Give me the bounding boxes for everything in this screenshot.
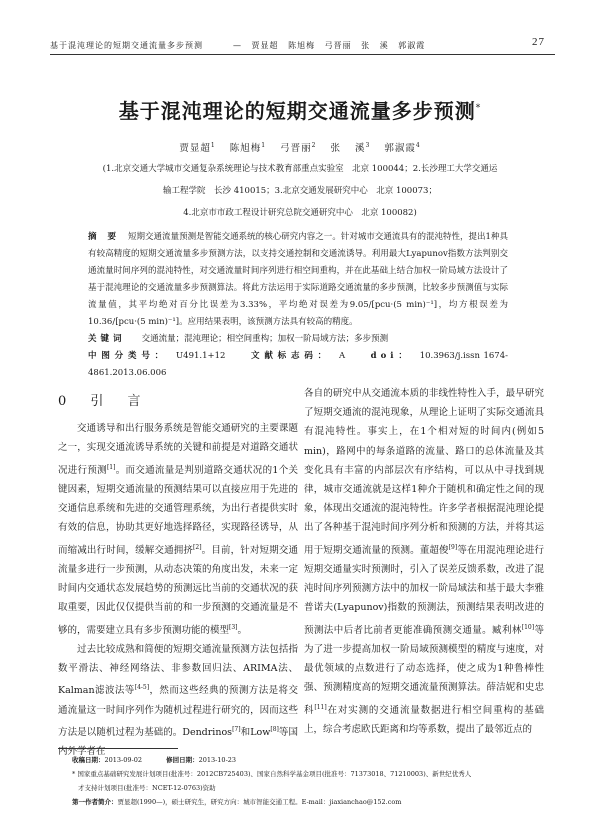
paragraph-text: 过去比较成熟和简便的短期交通流量预测方法包括指数平滑法、神经网络法、非参数回归法、ARIMA法、Kalman滤波法等 xyxy=(58,643,298,697)
abstract-text: 短期交通流量预测是智能交通系统的核心研究内容之一。针对城市交通流具有的混沌特性，提出1种具有较高精度的短期交通流量多步预测方法，以支持交通控制和交通流诱导。利用最大Lyapunov指数方法判别交通流量时间序列的混沌特性，对交通流量时间序列进行相空间重构，并在此基础上结合加权一阶局域方法设计了基于混沌理论的交通流量多步预测算法。将此方法运用于实际道路交通流量的多步预测，比较多步预测值与实际流量值，其平均绝对百分比误差为3.33%，平均绝对误差为9.05/[pcu·(5 min)⁻¹]，均方根误差为10.36/[pcu·(5 min)⁻¹]。应用结果表明，该预测方法具有较高的精度。 xyxy=(88,232,508,327)
title-footnote-mark: * xyxy=(475,103,482,114)
keywords xyxy=(88,331,508,348)
footnotes xyxy=(72,753,532,809)
abstract-block xyxy=(88,229,508,382)
author-name: 贾显超 xyxy=(179,143,211,154)
affiliation-line: 4.北京市市政工程设计研究总院交通研究中心 北京 100082) xyxy=(183,208,417,218)
author-affiliation-mark: 2 xyxy=(311,141,317,149)
body-column-left xyxy=(58,380,298,761)
author-affiliation-mark: 1 xyxy=(210,141,216,149)
body-paragraph xyxy=(304,384,544,739)
author xyxy=(280,143,316,154)
author-name: 陈旭梅 xyxy=(229,143,262,154)
body-column-right xyxy=(304,384,544,739)
body-paragraph xyxy=(58,419,298,640)
author-name: 张 溪 xyxy=(330,143,366,154)
paper-title-text: 基于混沌理论的短期交通流量多步预测 xyxy=(118,99,476,123)
citation-ref[interactable]: [2] xyxy=(193,543,202,551)
abstract-label: 摘 要 xyxy=(88,232,120,242)
keywords-label: 关键词 xyxy=(88,334,126,344)
received-date: 2013-09-02 xyxy=(104,756,142,764)
paragraph-text: 等国内外学者在 xyxy=(58,727,298,758)
keywords-text: 交通流量；混沌理论；相空间重构；加权一阶局域方法；多步预测 xyxy=(141,334,389,344)
author-list xyxy=(0,140,600,154)
doi-value[interactable]: 10.3963/j.issn 1674-4861.2013.06.006 xyxy=(88,351,508,378)
author-affiliation-mark: 3 xyxy=(365,141,371,149)
paragraph-text: 和Low xyxy=(240,727,271,739)
affiliation-line: (1.北京交通大学城市交通复杂系统理论与技术教育部重点实验室 北京 100044；2.长沙理工大学交通运 xyxy=(102,164,498,174)
citation-ref[interactable]: [11] xyxy=(314,703,327,711)
body-paragraph xyxy=(58,640,298,762)
paragraph-text: 各自的研究中从交通流本质的非线性特性入手，最早研究了短期交通流的混沌现象，从理论上证明了实际交通流具有混沌特性。事实上，在1个相对短的时间内(例如5 min)，路网中的每条道路的流量、路口的总体流量及其变化具有丰富的内部层次有序结构，可以从中寻找到规律，城市交通流就是这样1种介于随机和确定性之间的现象，体现出交通流的混沌特性。许多学者根据混沌理论提出了各种基于混沌时间序列分析和预测的方法，并将其运用于短期交通流量的预测。董超俊 xyxy=(304,388,544,556)
doi-label: doi： xyxy=(370,351,412,361)
page-number: 27 xyxy=(532,36,545,48)
paragraph-text: 。目前，针对短期交通流量多进行一步预测，从动态决策的角度出发，未来一定时间内交通状态发展趋势的预测远比当前的交通状况的获取重要，因此仅仅提供当前的和一步预测的交通流量是不够的，需要建立具有多步预测功能的模型 xyxy=(58,544,298,636)
citation-ref[interactable]: [1] xyxy=(106,463,116,471)
running-head xyxy=(50,36,555,55)
author xyxy=(330,143,370,154)
doc-code-label: 文献标志码： xyxy=(250,351,331,361)
paragraph-text: 交通诱导和出行服务系统是智能交通研究的主要课题之一，实现交通流诱导系统的关键和前提是对道路交通状况进行预测 xyxy=(58,423,298,476)
classification-line xyxy=(88,348,508,382)
citation-ref[interactable]: [3] xyxy=(229,623,238,631)
citation-ref[interactable]: [8] xyxy=(270,725,279,733)
author-bio xyxy=(72,795,532,809)
author xyxy=(179,143,215,154)
affiliation-line: 输工程学院 长沙 410015；3.北京交通发展研究中心 北京 100073； xyxy=(163,186,437,196)
author-bio-label: 第一作者简介： xyxy=(72,798,118,806)
dates-line xyxy=(72,753,532,767)
citation-ref[interactable]: [9] xyxy=(448,543,458,551)
paper-title xyxy=(0,95,600,124)
paragraph-text: 。而交通流量是判别道路交通状况的1个关键因素，短期交通流量的预测结果可以直接应用于先进的交通信息系统和先进的交通管理系统，为出行者提供实时有效的信息，协助其更好地选择路径，实现路径诱导，从而缩减出行时间，缓解交通拥挤 xyxy=(58,464,298,556)
revised-label: 修回日期： xyxy=(166,756,199,764)
doc-code-value: A xyxy=(338,351,346,361)
funding-line: * 国家重点基础研究发展计划项目(批准号：2012CB725403)、国家自然科学基金项目(批准号：71373018、71210003)、新世纪优秀人 xyxy=(72,770,472,778)
affiliations xyxy=(70,158,530,224)
clc-value: U491.1+12 xyxy=(176,351,226,361)
section-heading: 0 引 言 xyxy=(58,394,151,409)
clc-label: 中图分类号： xyxy=(88,351,168,361)
paragraph-text: 在对实测的交通流量数据进行相空间重构的基础上，综合考虑欧氏距离和均等系数，提出了最邻近点的 xyxy=(304,704,544,735)
author-affiliation-mark: 1 xyxy=(261,141,267,149)
running-head-title: 基于混沌理论的短期交通流量多步预测 xyxy=(50,41,203,50)
author-name: 弓晋丽 xyxy=(280,143,312,154)
paragraph-text: 。 xyxy=(237,624,248,636)
citation-ref[interactable]: [10] xyxy=(521,623,535,631)
citation-ref[interactable]: [7] xyxy=(232,725,241,733)
author-name: 郭淑霞 xyxy=(384,143,416,154)
revised-date: 2013-10-23 xyxy=(198,756,237,764)
author-bio-text: 贾显超(1990—)，硕士研究生，研究方向：城市智能交通工程。E-mail：jiaxianchao@152.com xyxy=(117,798,402,806)
footnote-divider xyxy=(58,748,178,749)
author-affiliation-mark: 4 xyxy=(415,141,421,149)
paragraph-text: 等为了进一步提高加权一阶局域预测模型的精度与速度，对最优领域的点数进行了动态选择，使之成为1种鲁棒性强、预测精度高的短期交通流量预测算法。薛洁妮和史忠科 xyxy=(304,624,544,716)
received-label: 收稿日期： xyxy=(72,756,105,764)
author xyxy=(384,143,420,154)
abstract xyxy=(88,229,508,331)
funding-line: 才支持计划项目(批准号：NCET-12-0763)资助 xyxy=(78,784,216,792)
running-head-authors: — 贾显超 陈旭梅 弓晋丽 张 溪 郭淑霞 xyxy=(233,41,426,50)
paragraph-text: 等在用混沌理论进行短期交通量实时预测时，引入了误差反馈系数，改进了混沌时间序列预测方法中的加权一阶局域法和基于最大李雅普诺夫(Lyapunov)指数的预测法，预测结果表明改进的预测法中后者比前者更能准确预测交通量。臧利林 xyxy=(304,544,544,636)
paragraph-text: ，然而这些经典的预测方法是将交通流量这一时间序列作为随机过程进行研究的，因而这些方法是以随机过程为基础的。Dendrinos xyxy=(58,685,298,739)
citation-ref[interactable]: [4-5] xyxy=(134,684,150,692)
author xyxy=(230,143,266,154)
